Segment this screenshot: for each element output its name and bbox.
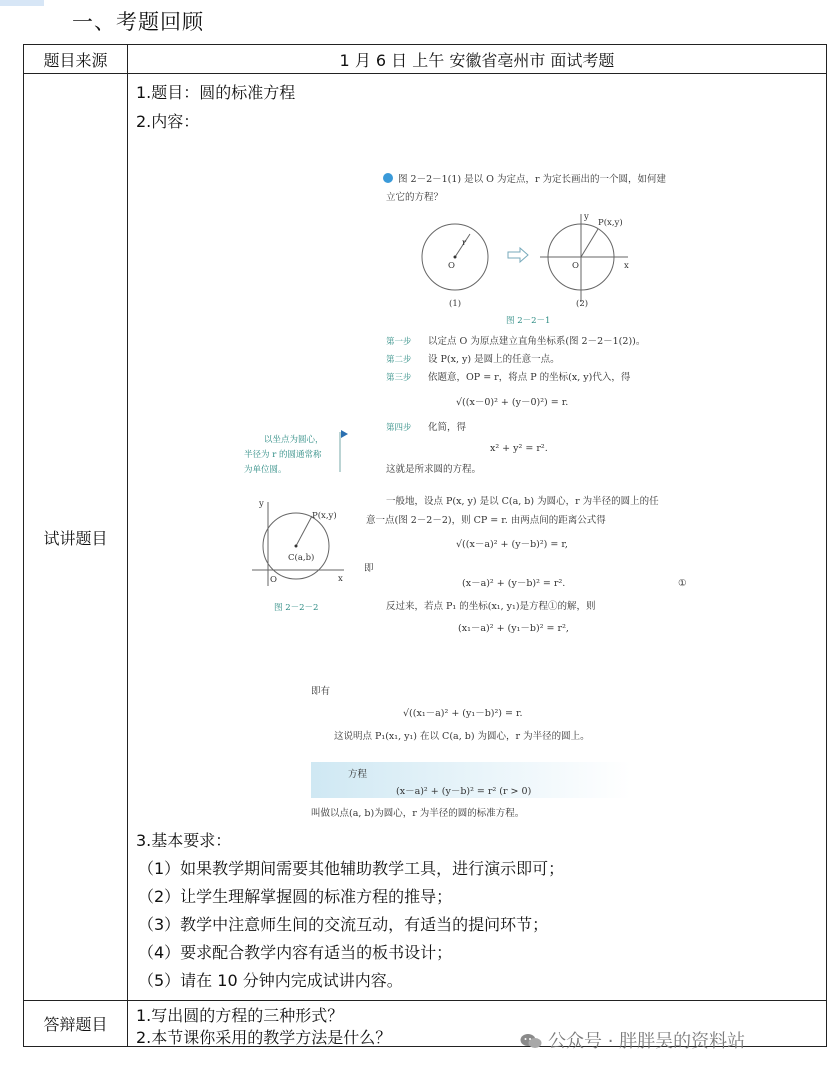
explain: 这说明点 P₁(x₁, y₁) 在以 C(a, b) 为圆心，r 为半径的圆上。 [334, 731, 590, 742]
textbook-excerpt [128, 74, 828, 844]
bullet-dot-icon [383, 173, 393, 183]
step2-head: 第二步 [386, 355, 412, 365]
side-note-3: 为单位圆。 [244, 465, 287, 475]
textbook-intro-1: 图 2－2－1(1) 是以 O 为定点，r 为定长画出的一个圆，如何建 [398, 174, 667, 185]
eq-converse: (x₁－a)² + (y₁－b)² = r², [458, 623, 569, 634]
topic-line: 1.题目：圆的标准方程 [136, 83, 296, 102]
lecture-content [128, 74, 827, 1001]
eq-general: √((x－a)² + (y－b)²) = r, [456, 539, 568, 550]
step3-text: 依题意，OP = r，将点 P 的坐标(x, y)代入，得 [428, 372, 631, 383]
eq-step3: √((x－0)² + (y－0)²) = r. [456, 397, 569, 408]
figure-circle-2 [540, 212, 629, 302]
svg-text:P(x,y): P(x,y) [312, 511, 337, 521]
converse: 反过来，若点 P₁ 的坐标(x₁, y₁)是方程①的解，则 [386, 601, 596, 612]
requirement-item: （5）请在 10 分钟内完成试讲内容。 [138, 971, 403, 990]
defense-label: 答辩题目 [24, 1001, 128, 1047]
source-label: 题目来源 [24, 45, 128, 74]
fig2-label: (2) [576, 299, 589, 309]
svg-text:x: x [624, 261, 629, 271]
side-note-2: 半径为 r 的圆通常称 [244, 450, 322, 460]
conclusion: 这就是所求圆的方程。 [386, 464, 482, 475]
fig3-caption: 图 2－2－2 [274, 603, 319, 613]
content-line: 2.内容： [136, 112, 200, 131]
svg-text:O: O [270, 575, 277, 585]
jiyou-label: 即有 [311, 686, 331, 697]
flag-icon [341, 430, 348, 438]
row-source [24, 45, 827, 74]
step1-text: 以定点 O 为原点建立直角坐标系(图 2－2－1(2))。 [428, 336, 646, 347]
step4-head: 第四步 [386, 423, 412, 433]
ji-label: 即 [364, 563, 374, 574]
step2-text: 设 P(x, y) 是圆上的任意一点。 [428, 354, 560, 365]
side-note-1: 以坐点为圆心， [264, 435, 324, 445]
requirements-title: 3.基本要求： [136, 831, 232, 850]
svg-text:O: O [572, 261, 579, 271]
general-2: 意一点(图 2－2－2)，则 CP = r. 由两点间的距离公式得 [366, 515, 606, 526]
fig1-label: (1) [449, 299, 462, 309]
row-lecture [24, 74, 827, 1001]
watermark [520, 1027, 745, 1053]
arrow-icon [508, 248, 528, 262]
step1-head: 第一步 [386, 337, 412, 347]
watermark-text: 公众号 · 胖胖吴的资料站 [548, 1031, 746, 1052]
eq-jiyou: √((x₁－a)² + (y₁－b)²) = r. [403, 708, 523, 719]
requirement-item: （3）教学中注意师生间的交流互动，有适当的提问环节； [138, 915, 549, 934]
svg-text:O: O [448, 261, 455, 271]
requirement-item: （2）让学生理解掌握圆的标准方程的推导； [138, 887, 453, 906]
requirement-item: （4）要求配合教学内容有适当的板书设计； [138, 943, 453, 962]
fig-caption: 图 2－2－1 [506, 316, 551, 326]
eq-step4: x² + y² = r². [490, 443, 548, 454]
source-value: 1 月 6 日 上午 安徽省亳州市 面试考题 [128, 45, 827, 74]
svg-text:y: y [584, 212, 589, 222]
textbook-intro-2: 立它的方程？ [386, 192, 444, 203]
defense-q2: 2.本节课你采用的教学方法是什么？ [136, 1028, 392, 1047]
svg-text:x: x [338, 574, 343, 584]
svg-text:y: y [259, 499, 264, 509]
requirement-item: （1）如果教学期间需要其他辅助教学工具，进行演示即可； [138, 859, 565, 878]
general-1: 一般地，设点 P(x, y) 是以 C(a, b) 为圆心，r 为半径的圆上的任 [386, 496, 659, 507]
box-text: 叫做以点(a, b)为圆心，r 为半径的圆的标准方程。 [311, 808, 525, 819]
svg-text:P(x,y): P(x,y) [598, 218, 623, 228]
defense-q1: 1.写出圆的方程的三种形式？ [136, 1006, 344, 1025]
step3-head: 第三步 [386, 373, 412, 383]
eq-1: (x－a)² + (y－b)² = r². [462, 578, 566, 589]
box-eq: (x－a)² + (y－b)² = r² (r > 0) [396, 786, 532, 797]
exam-table [23, 44, 827, 1047]
figure-circle-1 [422, 224, 488, 290]
eq-1-mark: ① [678, 578, 687, 589]
svg-text:C(a,b): C(a,b) [288, 553, 315, 563]
box-title: 方程 [348, 769, 368, 780]
lecture-label: 试讲题目 [24, 74, 128, 1001]
side-note [340, 430, 348, 472]
section-title: 一、考题回顾 [72, 10, 204, 34]
figure-circle-3 [252, 499, 344, 586]
wechat-icon [520, 1033, 542, 1049]
svg-text:r: r [462, 238, 467, 248]
corner-mark [0, 0, 44, 6]
step4-text: 化简，得 [428, 422, 467, 433]
